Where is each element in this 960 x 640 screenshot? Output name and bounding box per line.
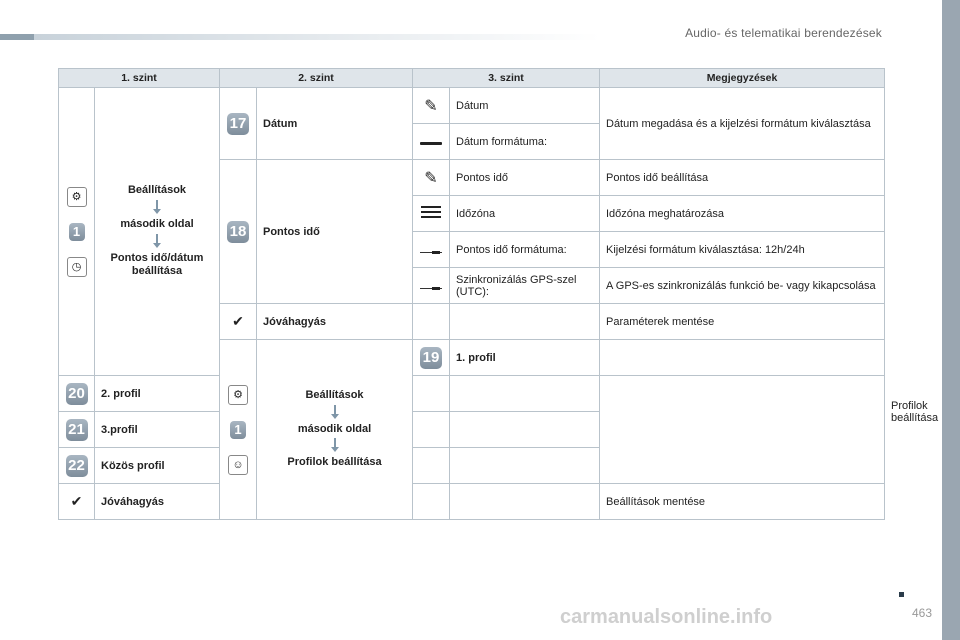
level3-label (450, 484, 600, 520)
level3-label (450, 376, 600, 412)
row-number-cell (59, 412, 95, 448)
checkmark-icon: ✔ (70, 493, 83, 509)
level3-label: Szinkronizálás GPS-szel (UTC): (450, 268, 600, 304)
level3-icon-cell (413, 376, 450, 412)
level3-icon-cell (413, 484, 450, 520)
level3-icon-cell (413, 88, 450, 124)
level3-icon-cell (413, 268, 450, 304)
level2-label: Dátum (257, 88, 413, 160)
arrow-down-icon (334, 405, 336, 417)
header-bar-fade (34, 34, 600, 40)
table-row (59, 448, 885, 484)
table-header-row (59, 69, 885, 88)
step-badge: 19 (420, 347, 442, 369)
level2-label: Pontos idő (257, 160, 413, 304)
profile-icon: ☺ (228, 455, 248, 475)
level2-label: 2. profil (95, 376, 220, 412)
level2-label: 3.profil (95, 412, 220, 448)
level2-label: Közös profil (95, 448, 220, 484)
level3-label (450, 412, 600, 448)
row-number-cell (59, 376, 95, 412)
level3-icon-cell (413, 196, 450, 232)
step-badge: 22 (66, 455, 88, 477)
col-header-level1: 1. szint (59, 69, 220, 88)
row-number-cell (220, 88, 257, 160)
level3-icon-cell (600, 340, 885, 376)
clock-icon: ◷ (67, 257, 87, 277)
level3-icon-cell (413, 232, 450, 268)
arrow-down-icon (334, 438, 336, 450)
note-cell: Pontos idő beállítása (600, 160, 885, 196)
table-row (59, 412, 885, 448)
step-badge: 1 (69, 223, 85, 241)
section1-icons (59, 88, 95, 376)
row-number-cell (413, 340, 450, 376)
header-bar (0, 34, 600, 40)
row-check-cell (59, 484, 95, 520)
page-dot (899, 592, 904, 597)
level1-step: második oldal (297, 422, 372, 435)
col-header-level3: 3. szint (413, 69, 600, 88)
level3-icon-cell (413, 304, 450, 340)
level3-icon-cell (413, 160, 450, 196)
level1-step: második oldal (120, 217, 194, 230)
settings-icon: ⚙ (67, 187, 87, 207)
row-number-cell (220, 160, 257, 304)
table-row (59, 484, 885, 520)
row-number-cell (59, 448, 95, 484)
level2-label: Jóváhagyás (95, 484, 220, 520)
level3-icon-cell (413, 124, 450, 160)
level1-step: Beállítások (127, 184, 187, 196)
table-row (59, 376, 885, 412)
level3-label: Dátum (450, 88, 600, 124)
note-cell: Dátum megadása és a kijelzési formátum kiválasztása (600, 88, 885, 160)
toggle-icon (420, 288, 442, 289)
section2-level1 (257, 340, 413, 520)
note-cell: Kijelzési formátum kiválasztása: 12h/24h (600, 232, 885, 268)
note-cell: A GPS-es szinkronizálás funkció be- vagy kikapcsolása (600, 268, 885, 304)
table-row (59, 88, 885, 124)
level2-label: 1. profil (450, 340, 600, 376)
section1-level1 (95, 88, 220, 376)
section2-icons (220, 340, 257, 520)
level3-label: Pontos idő formátuma: (450, 232, 600, 268)
right-rail (942, 0, 960, 640)
page-number: 463 (912, 606, 933, 620)
note-cell: Paraméterek mentése (600, 304, 885, 340)
watermark: carmanualsonline.info (560, 606, 773, 628)
toggle-icon (420, 252, 442, 253)
level3-label: Pontos idő (450, 160, 600, 196)
level2-label: Jóváhagyás (257, 304, 413, 340)
step-badge: 18 (227, 221, 249, 243)
arrow-down-icon (156, 200, 158, 212)
row-check-cell (220, 304, 257, 340)
arrow-down-icon (156, 234, 158, 246)
level3-icon-cell (413, 448, 450, 484)
level1-step: Beállítások (305, 388, 364, 401)
menu-icon (421, 203, 441, 221)
menu-table (58, 68, 939, 520)
checkmark-icon: ✔ (232, 313, 244, 329)
level1-step: Pontos idő/dátum beállítása (110, 251, 204, 278)
level3-icon-cell (413, 412, 450, 448)
level3-label (450, 448, 600, 484)
running-title: Audio- és telematikai berendezések (685, 26, 882, 40)
note-cell: Időzóna meghatározása (600, 196, 885, 232)
col-header-notes: Megjegyzések (600, 69, 885, 88)
table-row: ⚙ 1 ☺ Beállítások második oldal Profilok beállítása 19 1. profil Profilok beállítása (59, 340, 885, 376)
step-badge: 1 (230, 421, 246, 439)
level3-label (450, 304, 600, 340)
level1-step: Profilok beállítása (287, 456, 382, 469)
header-bar-accent (0, 34, 34, 40)
step-badge: 17 (227, 113, 249, 135)
pencil-icon: ✎ (424, 169, 438, 187)
col-header-level2: 2. szint (220, 69, 413, 88)
level3-label: Időzóna (450, 196, 600, 232)
line-icon (420, 142, 442, 145)
step-badge: 20 (66, 383, 88, 405)
step-badge: 21 (66, 419, 88, 441)
note-cell: Beállítások mentése (600, 484, 885, 520)
settings-icon: ⚙ (228, 385, 248, 405)
pencil-icon: ✎ (424, 97, 438, 115)
level3-label: Dátum formátuma: (450, 124, 600, 160)
